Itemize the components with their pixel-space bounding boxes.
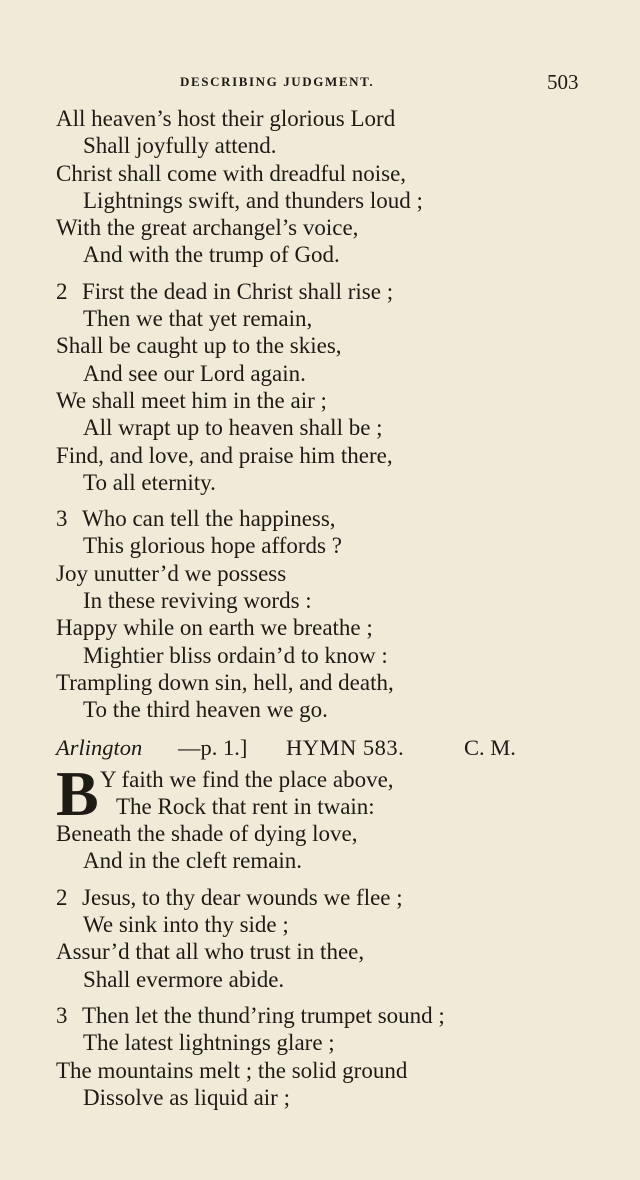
verse-line: Christ shall come with dreadful noise, bbox=[56, 160, 407, 186]
verse-line: With the great archangel’s voice, bbox=[56, 215, 359, 241]
stanza-3 bbox=[56, 505, 616, 723]
verse-line: The mountains melt ; the solid ground bbox=[56, 1057, 408, 1083]
verse-line: And in the cleft remain. bbox=[83, 848, 303, 874]
verse-line: Assur’d that all who trust in thee, bbox=[56, 939, 365, 965]
hymn-number: HYMN 583. bbox=[286, 734, 405, 760]
verse-line: Beneath the shade of dying love, bbox=[56, 821, 358, 847]
verse-line: Shall be caught up to the skies, bbox=[56, 333, 342, 359]
hymn-meter: C. M. bbox=[464, 734, 516, 760]
verse-line: The Rock that rent in twain: bbox=[116, 793, 375, 819]
running-head bbox=[0, 70, 640, 94]
verse-line: Happy while on earth we breathe ; bbox=[56, 615, 373, 641]
verse-line: 3 Who can tell the happiness, bbox=[56, 506, 336, 532]
verse-line: All wrapt up to heaven shall be ; bbox=[83, 415, 383, 441]
verse-line: Shall joyfully attend. bbox=[83, 133, 277, 159]
verse-line: To the third heaven we go. bbox=[83, 697, 328, 723]
stanza-1-ending bbox=[56, 105, 616, 269]
tune-reference: —p. 1.] bbox=[178, 734, 248, 760]
verse-line: To all eternity. bbox=[83, 469, 216, 495]
tune-name: Arlington bbox=[56, 734, 143, 760]
stanza-2 bbox=[56, 278, 616, 496]
verse-line: 2 Jesus, to thy dear wounds we flee ; bbox=[56, 884, 403, 910]
page-text bbox=[56, 105, 616, 1111]
page-number: 503 bbox=[547, 70, 579, 94]
verse-line: Dissolve as liquid air ; bbox=[83, 1084, 290, 1110]
verse-line: Mightier bliss ordain’d to know : bbox=[83, 642, 388, 668]
verse-line: Find, and love, and praise him there, bbox=[56, 442, 393, 468]
verse-line: Shall evermore abide. bbox=[83, 966, 285, 992]
hymn-583-stanza-1 bbox=[56, 757, 616, 875]
verse-line: And see our Lord again. bbox=[83, 360, 306, 386]
hymn-583-stanza-3 bbox=[56, 1002, 616, 1111]
verse-line: We sink into thy side ; bbox=[83, 912, 289, 938]
verse-line: Joy unutter’d we possess bbox=[56, 560, 287, 586]
verse-line: Trampling down sin, hell, and death, bbox=[56, 669, 394, 695]
stanza-number: 3 bbox=[56, 506, 68, 532]
verse-line: 2 First the dead in Christ shall rise ; bbox=[56, 278, 394, 304]
hymn-583-stanza-2 bbox=[56, 884, 616, 993]
running-title: DESCRIBING JUDGMENT. bbox=[180, 74, 375, 89]
verse-line: And with the trump of God. bbox=[83, 242, 340, 268]
verse-line: 3 Then let the thund’ring trumpet sound ; bbox=[56, 1002, 445, 1028]
verse-line: Y faith we find the place above, bbox=[100, 766, 394, 792]
verse-line: This glorious hope affords ? bbox=[83, 533, 342, 559]
verse-line: All heaven’s host their glorious Lord bbox=[56, 106, 396, 131]
verse-line: The latest lightnings glare ; bbox=[83, 1030, 335, 1056]
verse-line: Then we that yet remain, bbox=[83, 306, 313, 332]
verse-line: Lightnings swift, and thunders loud ; bbox=[83, 187, 423, 213]
stanza-number: 2 bbox=[56, 278, 68, 304]
hymn-heading bbox=[56, 734, 616, 764]
verse-line: We shall meet him in the air ; bbox=[56, 387, 327, 413]
stanza-number: 3 bbox=[56, 1002, 68, 1028]
stanza-number: 2 bbox=[56, 884, 68, 910]
drop-cap: B bbox=[56, 757, 99, 829]
verse-line: In these reviving words : bbox=[83, 588, 312, 614]
